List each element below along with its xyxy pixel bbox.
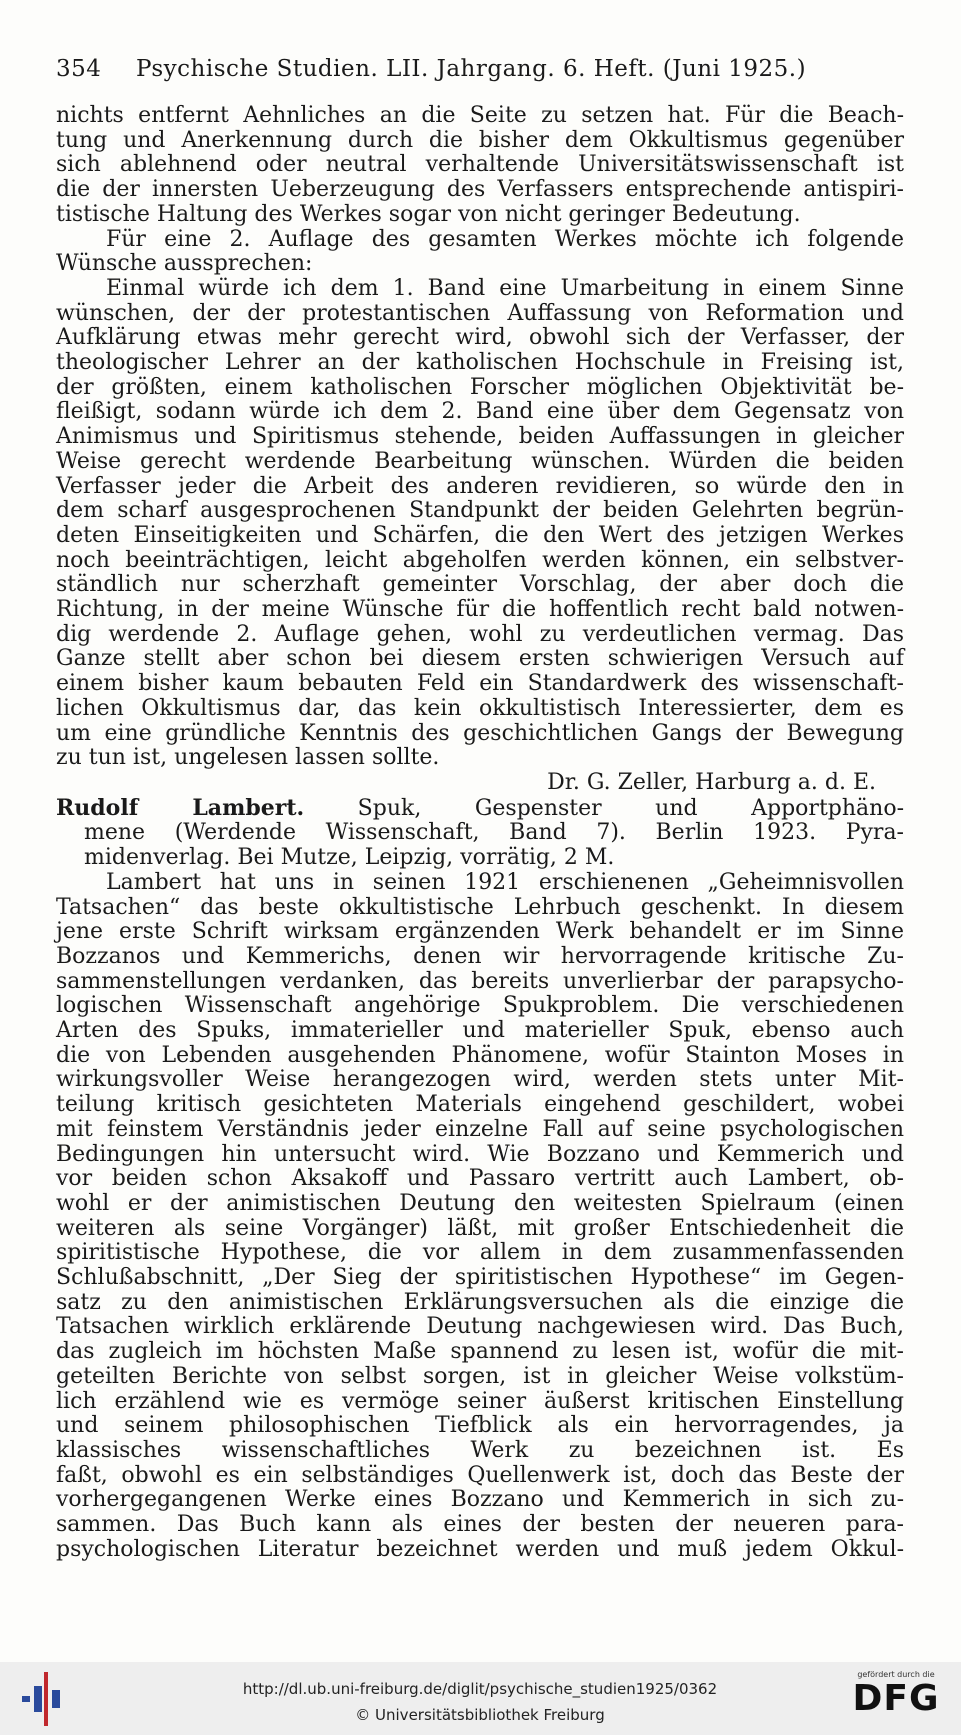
text-line: der größten, einem katholischen Forscher möglichen Objektivität be- (56, 374, 904, 400)
text-line: psychologischen Literatur bezeichnet werden und muß jedem Okkul- (56, 1536, 904, 1562)
running-title: Psychische Studien. LII. Jahrgang. 6. Heft. (Juni 1925.) (136, 56, 807, 82)
dfg-logo-text: DFG (852, 1678, 940, 1719)
digitization-footer (0, 1662, 961, 1735)
review-signature: Dr. G. Zeller, Harburg a. d. E. (547, 769, 876, 795)
text-line: das zugleich im höchsten Maße spannend zu lesen ist, wofür die mit- (56, 1339, 904, 1365)
text-line: sich ablehnend oder neutral verhaltende Universitätswissenschaft ist (56, 152, 904, 178)
text-line: Lambert hat uns in seinen 1921 erschienenen „Geheimnisvollen (106, 869, 904, 895)
text-line: sammen. Das Buch kann als eines der besten der neueren para- (56, 1512, 904, 1538)
text-line: theologischer Lehrer an der katholischen Hochschule in Freising ist, (56, 350, 904, 376)
text-line: nichts entfernt Aehnliches an die Seite zu setzen hat. Für die Beach- (56, 103, 904, 128)
running-header (56, 56, 906, 82)
text-line: die von Lebenden ausgehenden Phänomene, wofür Stainton Moses in (56, 1042, 904, 1068)
text-line: Ganze stellt aber schon bei diesem ersten schwierigen Versuch auf (56, 646, 904, 672)
text-line: tistische Haltung des Werkes sogar von nicht geringer Bedeutung. (56, 201, 801, 227)
body-text (56, 104, 904, 1562)
review-heading (56, 796, 904, 822)
text-line: lich erzählend wie es vermöge seiner äußerst kritischen Einstellung (56, 1388, 904, 1414)
text-line: klassisches wissenschaftliches Werk zu bezeichnen ist. Es (56, 1437, 904, 1463)
text-line: Für eine 2. Auflage des gesamten Werkes möchte ich folgende (106, 226, 904, 252)
review-author: Rudolf Lambert. (56, 794, 305, 821)
text-line: midenverlag. Bei Mutze, Leipzig, vorrätig, 2 M. (84, 845, 615, 871)
text-line: dem scharf ausgesprochenen Standpunkt der beiden Gelehrten begrün- (56, 498, 904, 524)
text-line: und seinem philosophischen Tiefblick als ein hervorragendes, ja (56, 1413, 904, 1439)
dfg-funding-text: gefördert durch die (857, 1670, 935, 1679)
text-line: Wünsche aussprechen: (56, 251, 313, 277)
copyright-text: © Universitätsbibliothek Freiburg (355, 1706, 605, 1724)
library-logo-icon (22, 1672, 62, 1726)
text-line: Bozzanos und Kemmerichs, denen wir hervorragende kritische Zu- (56, 943, 904, 969)
text-line: Richtung, in der meine Wünsche für die hoffentlich recht bald notwen- (56, 597, 904, 623)
text-line: ständlich nur scherzhaft gemeinter Vorschlag, der aber doch die (56, 572, 904, 598)
text-line: dig werdende 2. Auflage gehen, wohl zu verdeutlichen vermag. Das (56, 621, 904, 647)
text-line: Arten des Spuks, immaterieller und materieller Spuk, ebenso auch (56, 1018, 904, 1044)
text-line: fleißigt, sodann würde ich dem 2. Band eine über dem Gegensatz von (56, 399, 904, 425)
source-url-link[interactable]: http://dl.ub.uni-freiburg.de/diglit/psychische_studien1925/0362 (242, 1680, 718, 1698)
text-line: die der innersten Ueberzeugung des Verfassers entsprechende antispiri- (56, 177, 904, 203)
text-line: spiritistische Hypothese, die vor allem in dem zusammenfassenden (56, 1240, 904, 1266)
text-line: Bedingungen hin untersucht wird. Wie Bozzano und Kemmerich und (56, 1141, 904, 1167)
text-line: faßt, obwohl es ein selbständiges Quellenwerk ist, doch das Beste der (56, 1462, 904, 1488)
text-line: vorhergegangenen Werke eines Bozzano und Kemmerich in sich zu- (56, 1487, 904, 1513)
text-line: satz zu den animistischen Erklärungsversuchen als die einzige die (56, 1289, 904, 1315)
text-line: logischen Wissenschaft angehörige Spukproblem. Die verschiedenen (56, 993, 904, 1019)
text-line: Tatsachen wirklich erklärende Deutung nachgewiesen wird. Das Buch, (56, 1314, 904, 1340)
dfg-logo (846, 1670, 946, 1719)
review-book-title: Spuk, Gespenster und Apportphäno- (357, 795, 904, 821)
text-line: wirkungsvoller Weise herangezogen wird, werden stets unter Mit- (56, 1067, 904, 1093)
text-line: deten Einseitigkeiten und Schärfen, die den Wert des jetzigen Werkes (56, 522, 904, 548)
text-line: sammenstellungen verdanken, das bereits unverlierbar der parapsycho- (56, 968, 904, 994)
text-line: Weise gerecht werdende Bearbeitung wünschen. Würden die beiden (56, 448, 904, 474)
text-line: wohl er der animistischen Deutung den weitesten Spielraum (einen (56, 1190, 904, 1216)
text-line: vor beiden schon Aksakoff und Passaro vertritt auch Lambert, ob- (56, 1166, 904, 1192)
text-line: einem bisher kaum bebauten Feld ein Standardwerk des wissenschaft- (56, 671, 904, 697)
text-line: Schlußabschnitt, „Der Sieg der spiritistischen Hypothese“ im Gegen- (56, 1265, 904, 1291)
text-line: mene (Werdende Wissenschaft, Band 7). Berlin 1923. Pyra- (84, 820, 904, 846)
text-line: Einmal würde ich dem 1. Band eine Umarbeitung in einem Sinne (106, 275, 904, 301)
text-line: noch beeinträchtigen, leicht abgeholfen werden können, ein selbstver- (56, 547, 904, 573)
text-line: lichen Okkultismus dar, das kein okkultistisch Interessierter, dem es (56, 695, 904, 721)
page-number: 354 (56, 56, 102, 82)
text-line: weiteren als seine Vorgänger) läßt, mit großer Entschiedenheit die (56, 1215, 904, 1241)
text-line: wünschen, der der protestantischen Auffassung von Reformation und (56, 300, 904, 326)
text-line: teilung kritisch gesichteten Materials eingehend geschildert, wobei (56, 1092, 904, 1118)
text-line: geteilten Berichte von selbst sorgen, ist in gleicher Weise volkstüm- (56, 1363, 904, 1389)
text-line: Animismus und Spiritismus stehende, beiden Auffassungen in gleicher (56, 424, 904, 450)
text-line: zu tun ist, ungelesen lassen sollte. (56, 745, 440, 771)
text-line: Tatsachen“ das beste okkultistische Lehrbuch geschenkt. In diesem (56, 894, 904, 920)
text-line: tung und Anerkennung durch die bisher dem Okkultismus gegenüber (56, 127, 904, 153)
text-line: um eine gründliche Kenntnis des geschichtlichen Gangs der Bewegung (56, 720, 904, 746)
text-line: mit feinstem Verständnis jeder einzelne Fall auf seine psychologischen (56, 1116, 904, 1142)
text-line: Verfasser jeder die Arbeit des anderen revidieren, so würde den in (56, 473, 904, 499)
text-line: jene erste Schrift wirksam ergänzenden Werk behandelt er im Sinne (56, 919, 904, 945)
text-line: Aufklärung etwas mehr gerecht wird, obwohl sich der Verfasser, der (56, 325, 904, 351)
